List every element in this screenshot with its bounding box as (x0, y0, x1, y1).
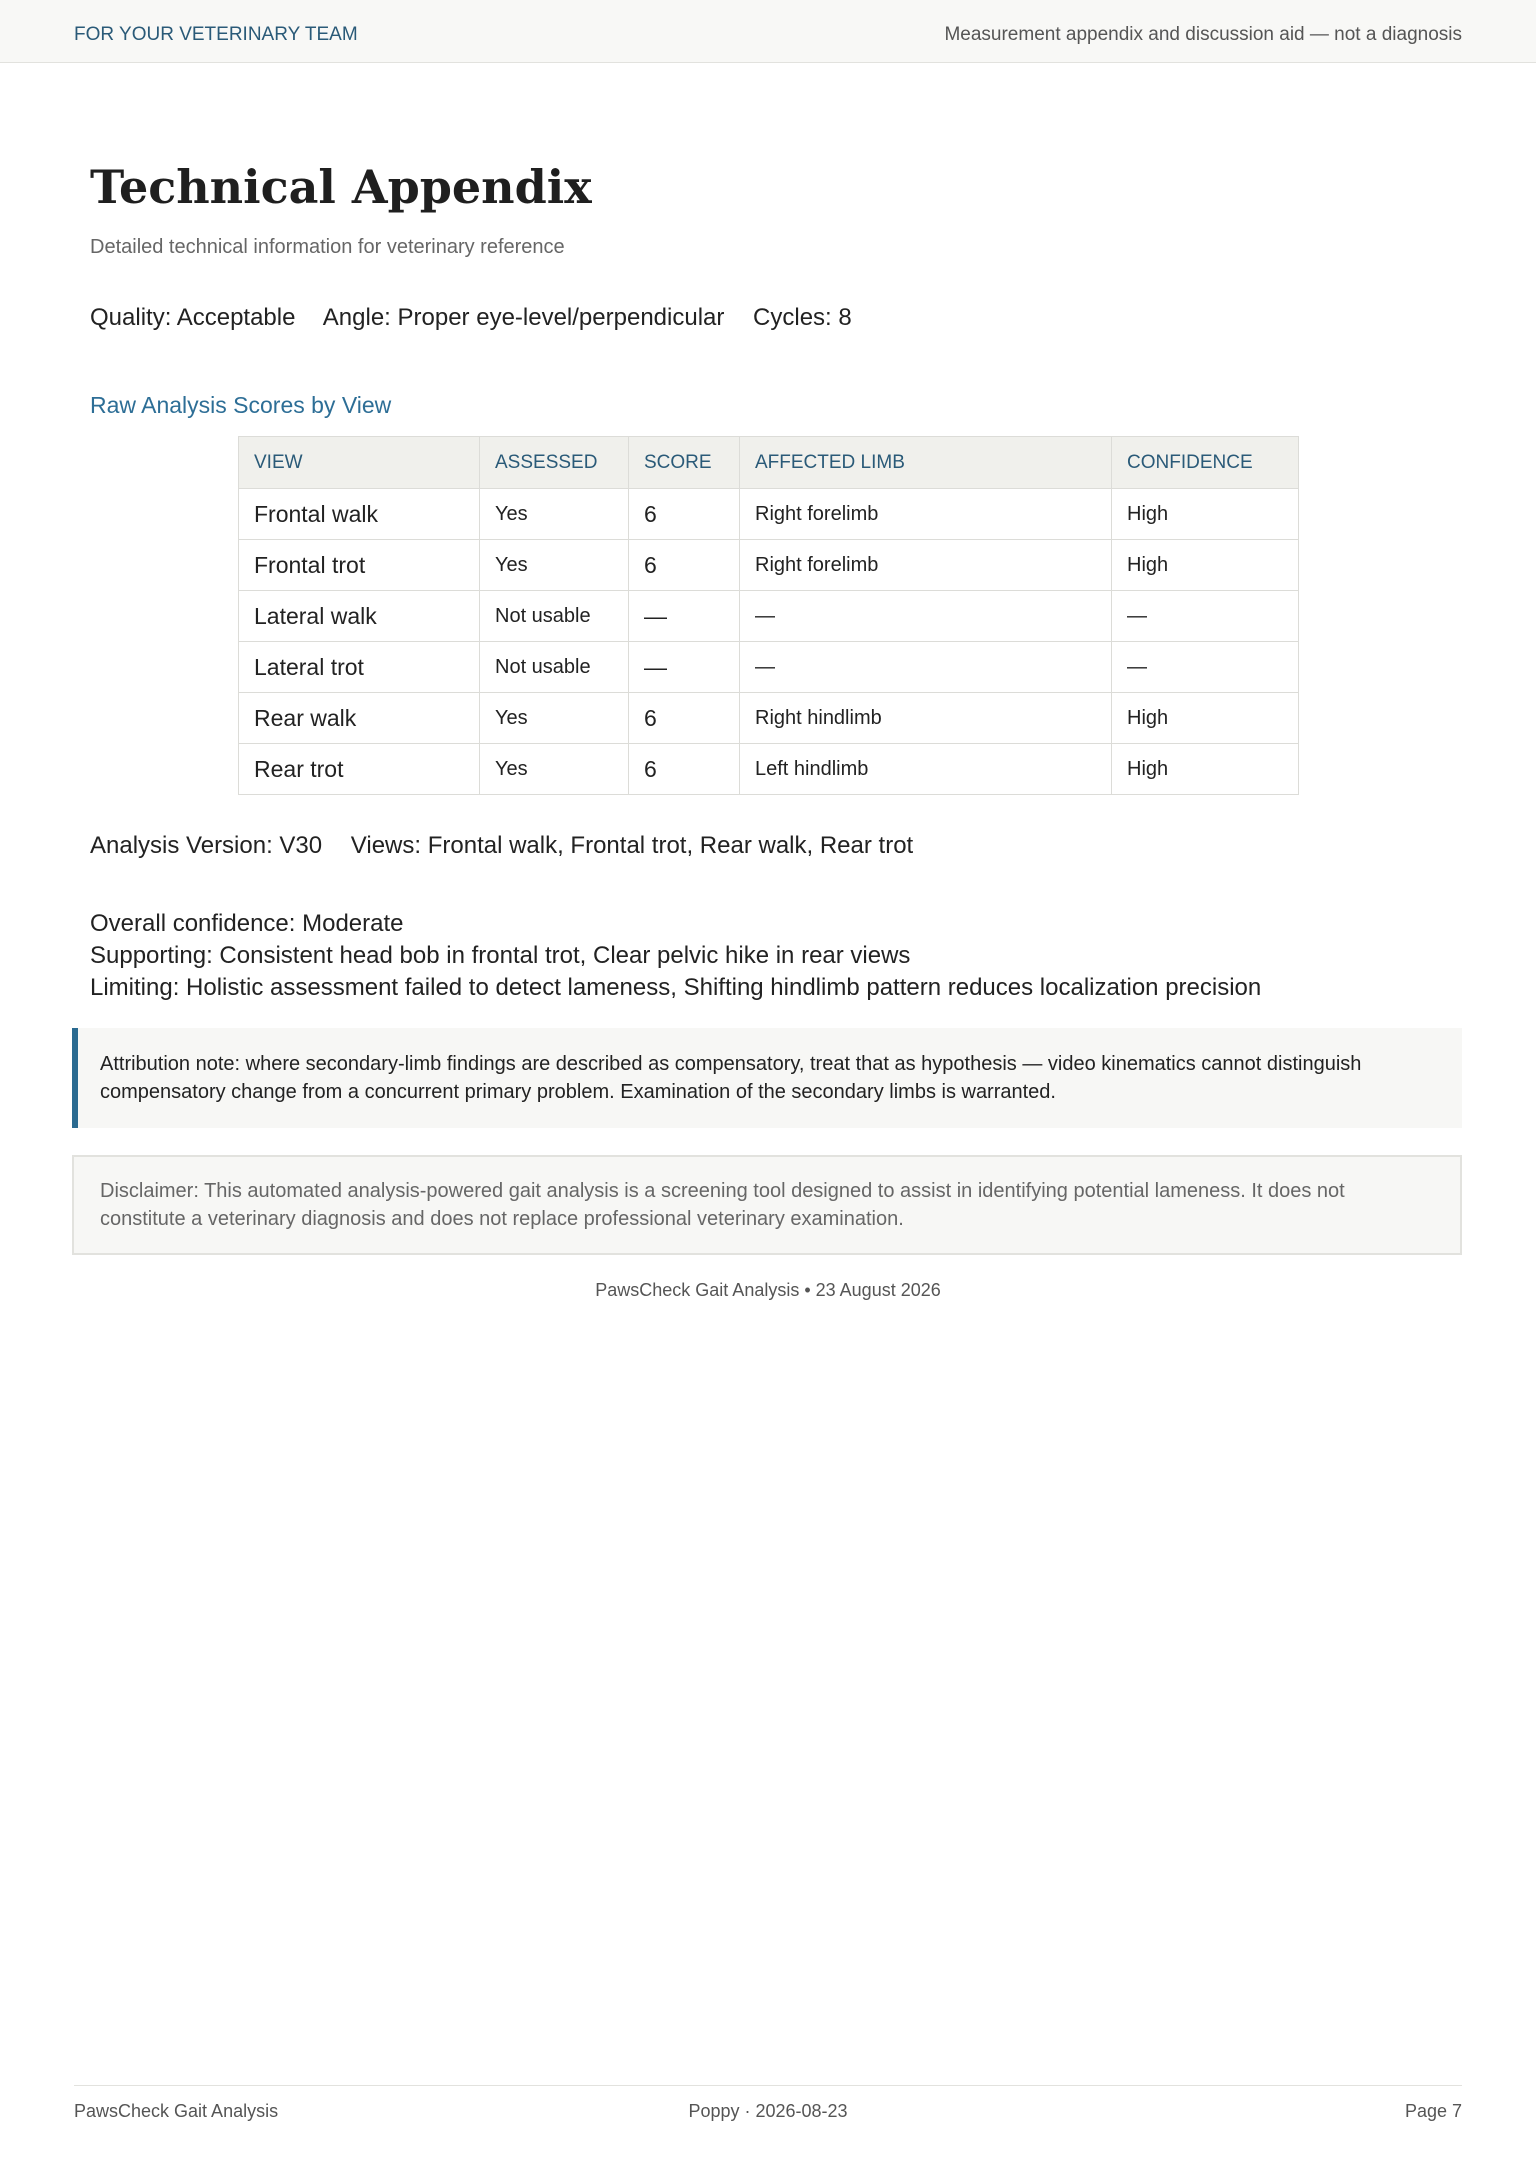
cell-score: 6 (629, 540, 740, 591)
analysis-version: Analysis Version: V30 (90, 832, 323, 859)
table-row (239, 489, 1299, 540)
analysis-views: Views: Frontal walk, Frontal trot, Rear walk, Rear trot (350, 832, 914, 859)
overall-confidence: Overall confidence: Moderate (90, 910, 404, 937)
table-row (239, 642, 1299, 693)
page-title: Technical Appendix (90, 160, 592, 214)
column-header-affected-limb: AFFECTED LIMB (740, 437, 1112, 489)
page-subtitle: Detailed technical information for veterinary reference (90, 236, 565, 258)
disclaimer-box: Disclaimer: This automated analysis-powered gait analysis is a screening tool designed to assist in identifying potential lameness. It does not constitute a veterinary diagnosis and does not replace professional veterinary examination. (72, 1155, 1462, 1255)
cell-confidence: — (1112, 642, 1299, 693)
cell-score: 6 (629, 489, 740, 540)
page-header (0, 0, 1536, 63)
footer-product-name: PawsCheck Gait Analysis (74, 2101, 279, 2121)
cell-assessed: Not usable (480, 642, 629, 693)
table-row (239, 693, 1299, 744)
quality-value: Quality: Acceptable (90, 304, 296, 331)
cell-view: Rear walk (239, 693, 480, 744)
cell-affected-limb: — (740, 642, 1112, 693)
attribution-note: Attribution note: where secondary-limb findings are described as compensatory, treat that as hypothesis — video kinematics cannot distinguish compensatory change from a concurrent primary problem. Examination of the secondary limbs is warranted. (72, 1028, 1462, 1128)
cell-assessed: Yes (480, 693, 629, 744)
header-purpose-note: Measurement appendix and discussion aid — not a diagnosis (944, 24, 1462, 45)
cell-affected-limb: — (740, 591, 1112, 642)
table-row (239, 744, 1299, 795)
analysis-meta (90, 832, 935, 860)
confidence-summary (90, 908, 1261, 1004)
cell-score: — (629, 591, 740, 642)
cell-assessed: Not usable (480, 591, 629, 642)
generated-line: PawsCheck Gait Analysis • 23 August 2026 (595, 1280, 941, 1300)
cell-confidence: — (1112, 591, 1299, 642)
limiting-factors: Limiting: Holistic assessment failed to detect lameness, Shifting hindlimb pattern reduces localization precision (90, 974, 1262, 1001)
footer-page-number: Page 7 (1404, 2101, 1462, 2121)
cell-view: Rear trot (239, 744, 480, 795)
table-header-row (239, 437, 1299, 489)
cell-score: — (629, 642, 740, 693)
cell-score: 6 (629, 744, 740, 795)
column-header-view: VIEW (239, 437, 480, 489)
header-audience-label: FOR YOUR VETERINARY TEAM (74, 24, 358, 45)
cell-view: Frontal trot (239, 540, 480, 591)
column-header-score: SCORE (629, 437, 740, 489)
cell-confidence: High (1112, 540, 1299, 591)
angle-value: Angle: Proper eye-level/perpendicular (322, 304, 725, 331)
column-header-assessed: ASSESSED (480, 437, 629, 489)
cell-affected-limb: Left hindlimb (740, 744, 1112, 795)
cell-assessed: Yes (480, 540, 629, 591)
cell-affected-limb: Right forelimb (740, 489, 1112, 540)
cell-score: 6 (629, 693, 740, 744)
cell-view: Lateral walk (239, 591, 480, 642)
cell-affected-limb: Right hindlimb (740, 693, 1112, 744)
scores-table (238, 436, 1299, 795)
cell-confidence: High (1112, 744, 1299, 795)
cell-confidence: High (1112, 693, 1299, 744)
footer-patient-date: Poppy · 2026-08-23 (688, 2101, 848, 2121)
cycles-value: Cycles: 8 (753, 304, 852, 331)
cell-assessed: Yes (480, 744, 629, 795)
recording-meta (90, 304, 874, 332)
table-row (239, 540, 1299, 591)
cell-affected-limb: Right forelimb (740, 540, 1112, 591)
scores-section-heading: Raw Analysis Scores by View (90, 392, 392, 418)
column-header-confidence: CONFIDENCE (1112, 437, 1299, 489)
cell-view: Lateral trot (239, 642, 480, 693)
supporting-factors: Supporting: Consistent head bob in frontal trot, Clear pelvic hike in rear views (90, 942, 911, 969)
cell-confidence: High (1112, 489, 1299, 540)
cell-assessed: Yes (480, 489, 629, 540)
cell-view: Frontal walk (239, 489, 480, 540)
table-row (239, 591, 1299, 642)
page-footer (74, 2085, 1462, 2146)
